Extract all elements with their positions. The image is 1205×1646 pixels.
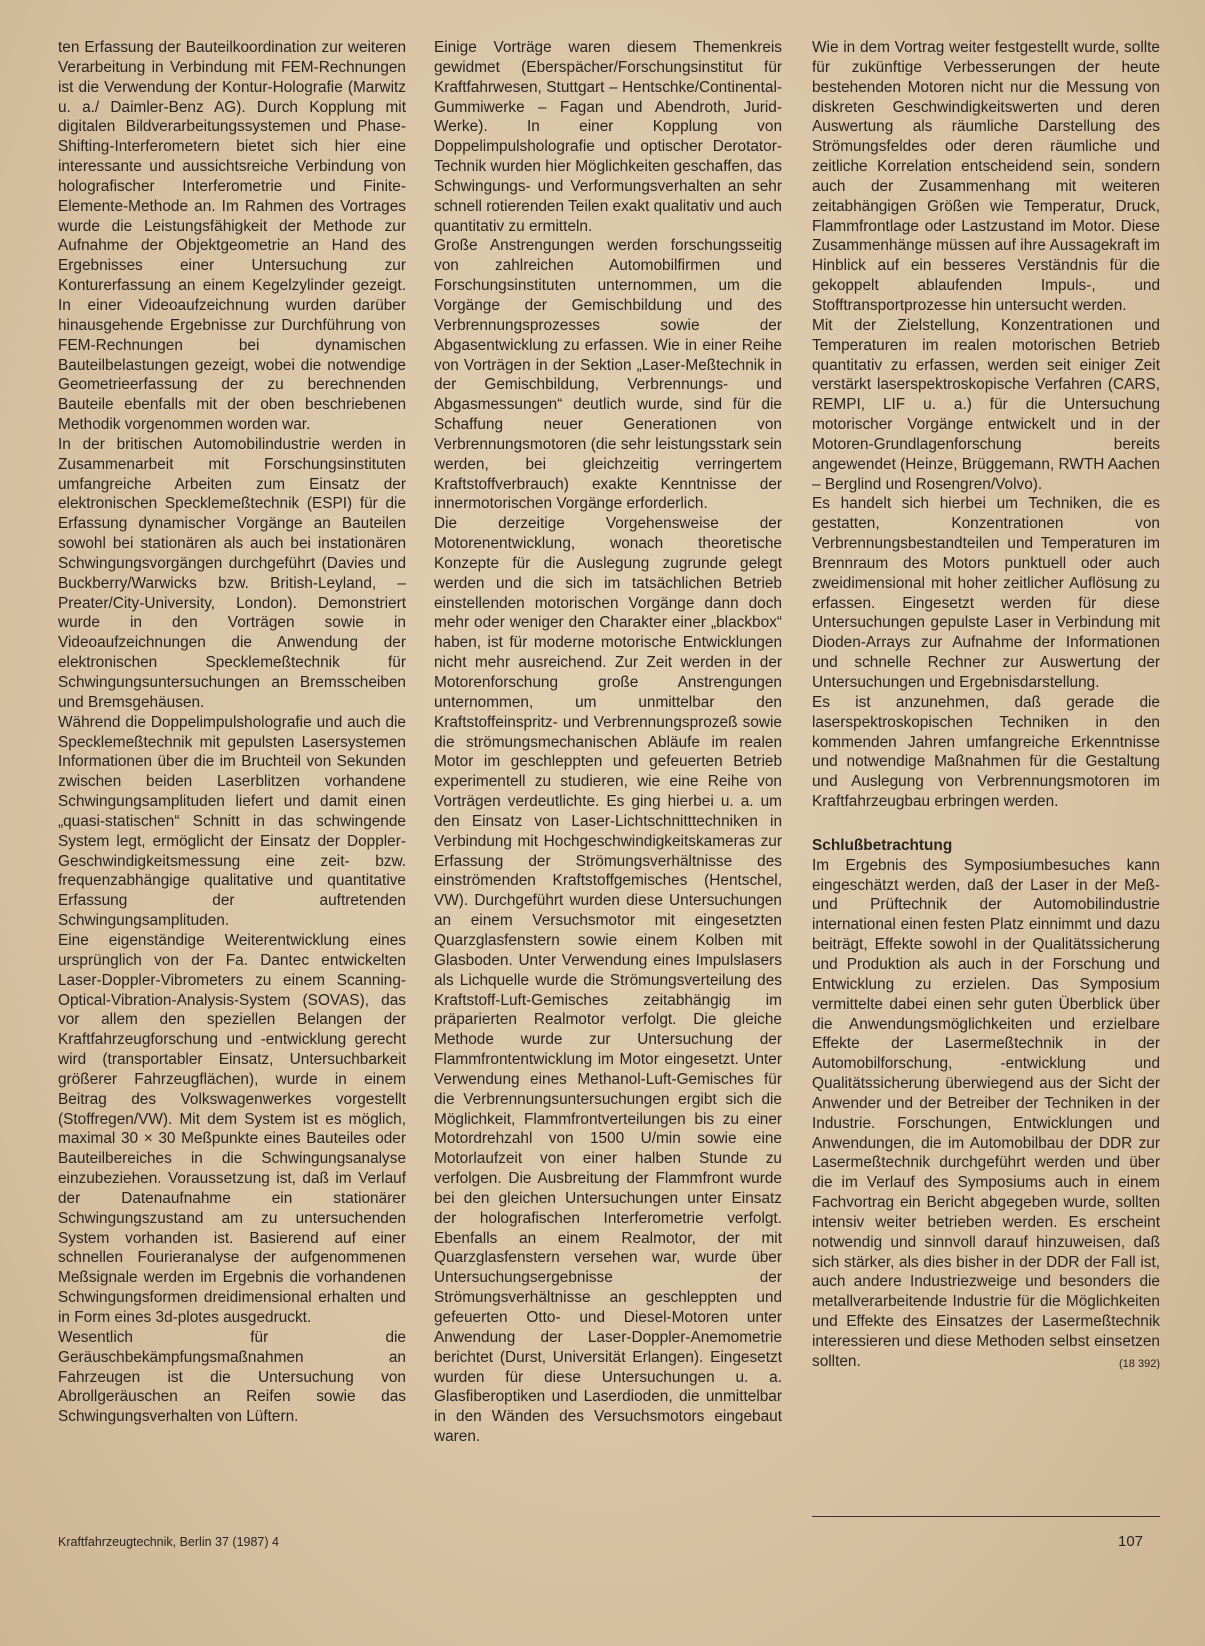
paragraph: Wesentlich für die Geräuschbekämpfungsmaßnahmen an Fahrzeugen ist die Untersuchung von Abrollgeräuschen an Reifen sowie das Schwingungsverhalten von Lüftern. [58,1328,406,1426]
section-heading: Schlußbetrachtung [812,836,953,854]
paragraph: Während die Doppelimpulsholografie und auch die Specklemeßtechnik mit gepulsten Lasersystemen Informationen über die im Bruchteil von Sekunden zwischen beiden Laserblitzen vorhandene Schwingungsamplituden liefert und damit einen „quasi-statischen“ Schnitt in das schwingende System legt, ermöglicht der Einsatz der Doppler-Geschwindigkeitsmessung eine zeit- bzw. frequenzabhängige qualitative und quantitative Erfassung der auftretenden Schwingungsamplituden. [58,713,406,930]
paragraph: Eine eigenständige Weiterentwicklung eines ursprünglich von der Fa. Dantec entwickelten Laser-Doppler-Vibrometers zu einem Scanning-Optical-Vibration-Analysis-System (SOVAS), das vor allem den speziellen Belangen der Kraftfahrzeugforschung und -entwicklung gerecht wird (transportabler Einsatz, Untersuchbarkeit größerer Fahrzeugflächen), wurde in einem Beitrag des Volkswagenwerkes vorgestellt (Stoffregen/VW). Mit dem System ist es möglich, maximal 30 × 30 Meßpunkte eines Bauteiles oder Bauteilbereiches in die Schwingungsanalyse einzubeziehen. Voraussetzung ist, daß im Verlauf der Datenaufnahme ein stationärer Schwingungszustand am zu untersuchenden System vorhanden ist. Basierend auf einer schnellen Fourieranalyse der aufgenommenen Meßsignale werden im Ergebnis die vorhandenen Schwingungsformen dreidimensional erhalten und in Form eines 3d-plotes ausgedruckt. [58,931,406,1326]
end-rule [812,1516,1160,1517]
journal-citation: Kraftfahrzeugtechnik, Berlin 37 (1987) 4 [58,1535,279,1549]
paragraph: Es handelt sich hierbei um Techniken, die es gestatten, Konzentrationen von Verbrennungsbestandteilen und Temperaturen im Brennraum des Motors punktuell oder auch zweidimensional mit hoher zeitlicher Auflösung zu erfassen. Eingesetzt werden für diese Untersuchungen gepulste Laser in Verbindung mit Dioden-Arrays zur Aufnahme der Informationen und schnelle Rechner zur Auswertung der Untersuchungen und Ergebnisdarstellung. [812,495,1160,691]
paragraph: Wie in dem Vortrag weiter festgestellt wurde, sollte für zukünftige Verbesserungen der heute bestehenden Motoren nicht nur die Messung von diskreten Geschwindigkeitswerten und deren Auswertung als räumliche Darstellung des Strömungsfeldes oder deren räumliche und zeitliche Korrelation entscheidend sein, sondern auch der Zusammenhang mit weiteren zeitabhängigen Größen wie Temperatur, Druck, Flammfrontlage oder Lastzustand im Motor. Diese Zusammenhänge müssen auf ihre Aussagekraft im Hinblick auf ein besseres Verständnis für die gekoppelt ablaufenden Impuls-, und Stofftransportprozesse hin untersucht werden. [812,39,1160,314]
paragraph: Es ist anzunehmen, daß gerade die laserspektroskopischen Techniken in den kommenden Jahren umfangreiche Erkenntnisse und notwendige Maßnahmen für die Gestaltung und Auslegung von Verbrennungsmotoren im Kraftfahrzeugbau erbringen werden. [812,693,1160,811]
page-number: 107 [1118,1533,1144,1550]
closing-paragraph [812,856,1160,1372]
paragraph: ten Erfassung der Bauteilkoordination zur weiteren Verarbeitung in Verbindung mit FEM-Rechnungen ist die Verwendung der Kontur-Holografie (Marwitz u. a./ Daimler-Benz AG). Durch Kopplung mit digitalen Bildverarbeitungssystemen und Phase-Shifting-Interferometern bietet sich hier eine interessante und aussichtsreiche Verbindung von holografischer Interferometrie und Finite-Elemente-Methode an. Im Rahmen des Vortrages wurde die Leistungsfähigkeit der Methode zur Aufnahme der Objektgeometrie an Hand des Ergebnisses einer Untersuchung zur Konturerfassung an einem Kegelzylinder gezeigt. In einer Videoaufzeichnung wurden darüber hinausgehende Ergebnisse zur Durchführung von FEM-Rechnungen bei dynamischen Bauteilbelastungen gezeigt, wobei die notwendige Geometrieerfassung der zu berechnenden Bauteile ebenfalls mit der oben beschriebenen Methodik vorgenommen worden war. [58,39,406,434]
paragraph: Einige Vorträge waren diesem Themenkreis gewidmet (Eberspächer/Forschungsinstitut für Kraftfahrwesen, Stuttgart – Hentschke/Continental-Gummiwerke – Fagan und Abendroth, Jurid-Werke). In einer Kopplung von Doppelimpulsholografie und optischer Derotator-Technik wurden hier Möglichkeiten geschaffen, das Schwingungs- und Verformungsverhalten an sehr schnell rotierenden Teilen exakt qualitativ und auch quantitativ zu ermitteln. [434,39,782,235]
closing-text: Im Ergebnis des Symposiumbesuches kann eingeschätzt werden, daß der Laser in der Meß- und Prüftechnik der Automobilindustrie international einen festen Platz einnimmt und dazu beiträgt, Effekte sowohl in der Qualitätssicherung und Produktion als auch in der Forschung und Entwicklung zu erzielen. Das Symposium vermittelte dabei einen sehr guten Überblick über die Anwendungsmöglichkeiten und erzielbare Effekte der Lasermeßtechnik in der Automobilforschung, -entwicklung und Qualitätssicherung überwiegend aus der Sicht der Anwender und der Betreiber der Techniken in der Industrie. Forschungen, Entwicklungen und Anwendungen, die im Automobilbau der DDR zur Lasermeßtechnik durchgeführt werden und über die im Verlauf des Symposiums auch in einem Fachvortrag ein Bericht abgegeben wurde, sollten intensiv weiter betrieben werden. Es erscheint notwendig und sinnvoll darauf hinzuweisen, daß sich stärker, als dies bisher in der DDR der Fall ist, auch andere Industriezweige und besonders die metallverarbeitende Industrie für die Möglichkeiten und Effekte des Einsatzes der Lasermeßtechnik interessieren und diese Methoden selbst einsetzen sollten. [812,856,1160,1370]
paragraph: Mit der Zielstellung, Konzentrationen und Temperaturen im realen motorischen Betrieb quantitativ zu erfassen, werden seit einiger Zeit verstärkt laserspektroskopische Verfahren (CARS, REMPI, LIF u. a.) für die Untersuchung motorischer Vorgänge entwickelt und in der Motoren-Grundlagenforschung bereits angewendet (Heinze, Brüggemann, RWTH Aachen – Berglind und Rosengren/Volvo). [812,316,1160,493]
paragraph: In der britischen Automobilindustrie werden in Zusammenarbeit mit Forschungsinstituten umfangreiche Arbeiten zum Einsatz der elektronischen Specklemeßtechnik (ESPI) für die Erfassung dynamischer Vorgänge an Bauteilen sowohl bei stationären als auch bei instationären Schwingungsvorgängen durchgeführt (Davies und Buckberry/Warwicks bzw. British-Leyland, – Preater/City-University, London). Demonstriert wurde in den Vorträgen sowie in Videoaufzeichnungen die Anwendung der elektronischen Specklemeßtechnik für Schwingungsuntersuchungen an Bremsscheiben und Bremsgehäusen. [58,435,406,711]
article-reference-number: (18 392) [1119,1357,1160,1370]
text-column-3 [812,38,1160,1375]
text-column-1 [58,38,406,1427]
paragraph: Große Anstrengungen werden forschungsseitig von zahlreichen Automobilfirmen und Forschungsinstituten unternommen, um die Vorgänge der Gemischbildung und des Verbrennungsprozesses sowie der Abgasentwicklung zu erfassen. Wie in einer Reihe von Vorträgen in der Sektion „Laser-Meßtechnik in der Gemischbildung, Verbrennungs- und Abgasmessungen“ deutlich wurde, sind für die Schaffung neuer Generationen von Verbrennungsmotoren (die sehr leistungsstark sein werden, bei gleichzeitig verringertem Kraftstoffverbrauch) exakte Kenntnisse der innermotorischen Vorgänge erforderlich. [434,237,782,513]
paragraph: Die derzeitige Vorgehensweise der Motorenentwicklung, wonach theoretische Konzepte für die Auslegung zugrunde gelegt werden und die sich im tatsächlichen Betrieb einstellenden motorischen Vorgänge dann doch mehr oder weniger den Charakter einer „blackbox“ haben, ist für moderne motorische Entwicklungen nicht mehr ausreichend. Zur Zeit werden in der Motorenforschung große Anstrengungen unternommen, um unmittelbar den Kraftstoffeinspritz- und Verbrennungsprozeß sowie die strömungsmechanischen Abläufe im realen Motor im geschleppten und gefeuerten Betrieb experimentell zu studieren, wie eine Reihe von Vorträgen verdeutlichte. Es ging hierbei u. a. um den Einsatz von Laser-Lichtschnitttechniken in Verbindung mit Hochgeschwindigkeitskameras zur Erfassung der Strömungsverhältnisse des einströmenden Kraftstoffgemisches (Hentschel, VW). Durchgeführt wurden diese Untersuchungen an einem Versuchsmotor mit eingesetzten Quarzglasfenstern sowie einem Kolben mit Glasboden. Unter Verwendung eines Impulslasers als Lichquelle wurde die Strömungsverteilung des Kraftstoff-Luft-Gemisches zeitabhängig im präparierten Realmotor verfolgt. Die gleiche Methode wurde zur Untersuchung der Flammfrontentwicklung im Motor eingesetzt. Unter Verwendung eines Methanol-Luft-Gemisches für die Verbrennungsuntersuchungen ergibt sich die Möglichkeit, Flammfrontverteilungen bis zu einer Motordrehzahl von 1500 U/min sowie eine Motorlaufzeit von einer halben Stunde zu verfolgen. Die Ausbreitung der Flammfront wurde bei den gleichen Untersuchungen unter Einsatz der holografischen Interferometrie verfolgt. Ebenfalls an einem Realmotor, der mit Quarzglasfenstern versehen war, wurde über Untersuchungsergebnisse der Strömungsverhältnisse an geschleppten und gefeuerten Otto- und Diesel-Motoren unter Anwendung der Laser-Doppler-Anemometrie berichtet (Durst, Universität Erlangen). Eingesetzt wurden für diese Untersuchungen u. a. Glasfiberoptiken und Laserdioden, die unmittelbar in den Wänden des Versuchsmotors eingebaut waren. [434,515,782,1446]
text-column-2 [434,38,782,1447]
